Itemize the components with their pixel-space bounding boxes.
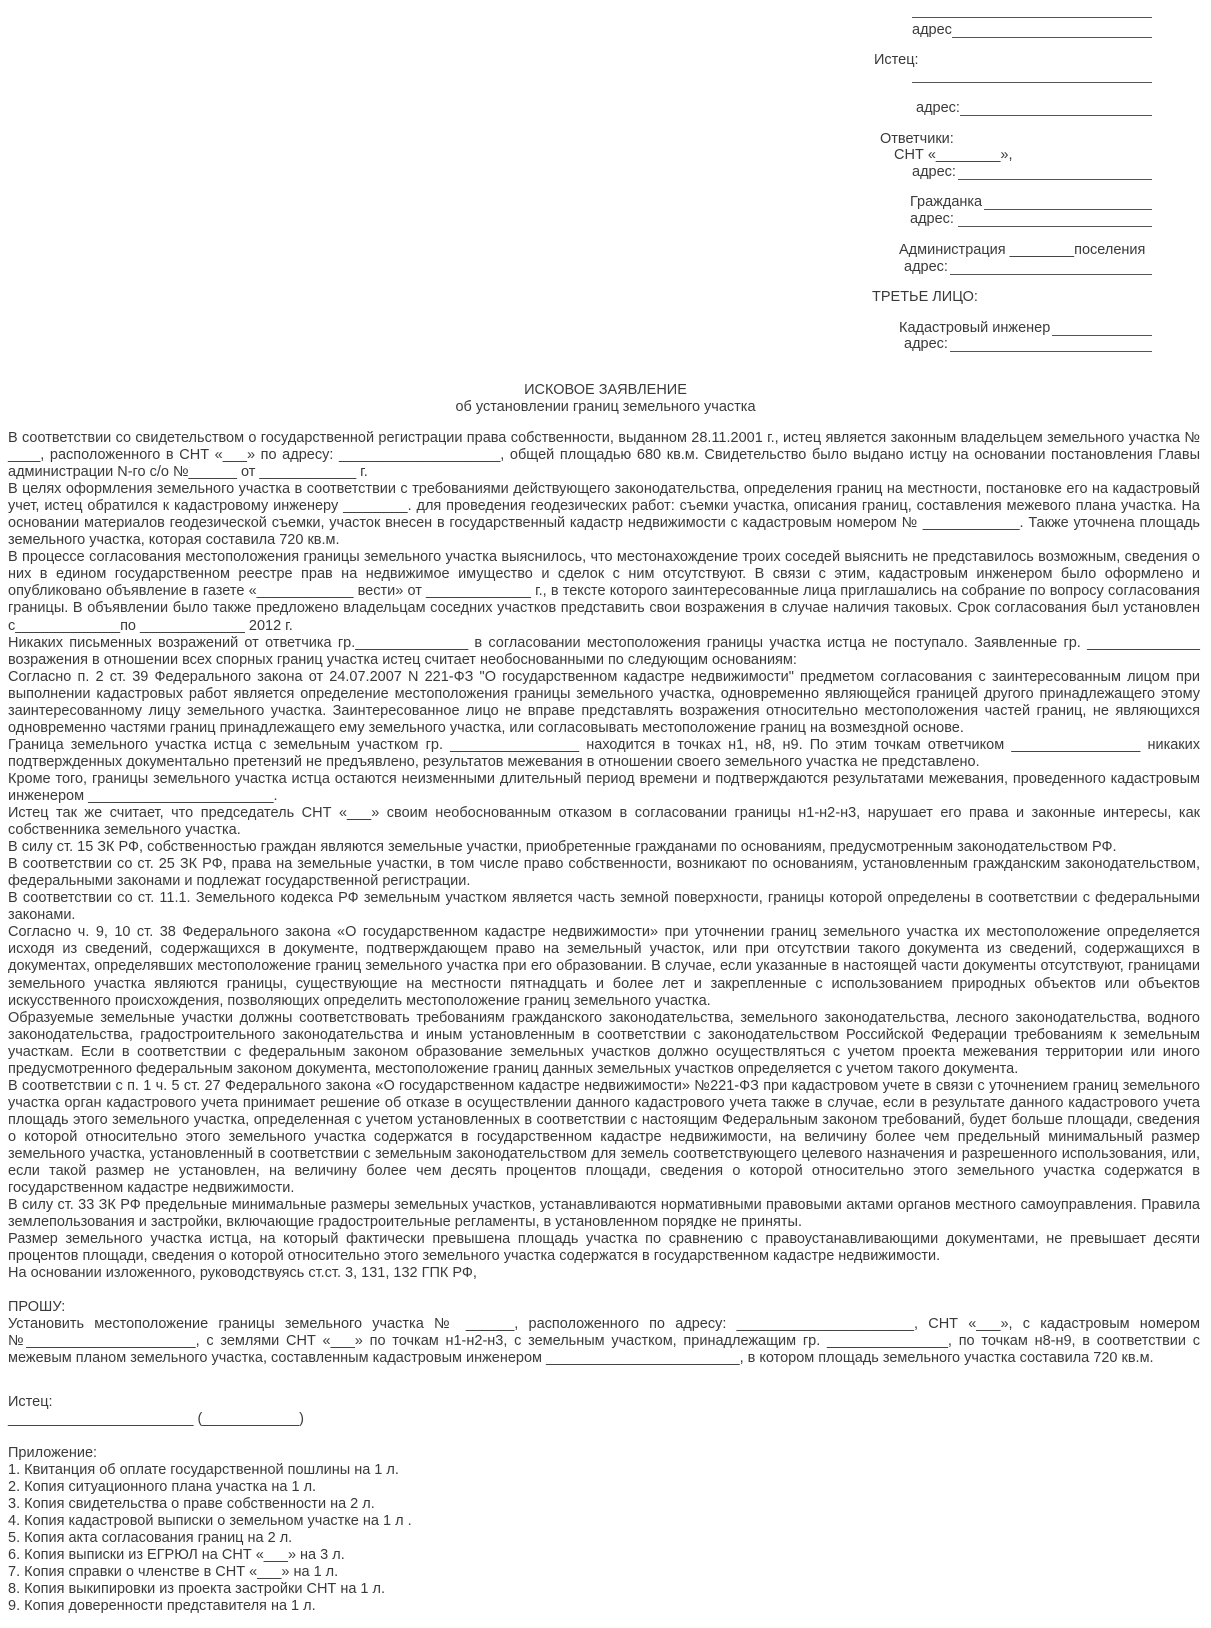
spacer — [8, 1368, 1200, 1394]
request-heading: ПРОШУ: — [8, 1299, 66, 1316]
document-body — [8, 430, 1200, 1615]
paragraph: Размер земельного участка истца, на который фактически превышена площадь участка по сравнению с правоустанавливающими документами, не превышает десяти процентов площади, сведения о которой относительно этого земельного участка содержатся в государственном кадастре недвижимости. — [8, 1231, 1200, 1265]
document-title — [0, 382, 1211, 416]
engineer-label: Кадастровый инженер — [899, 320, 1051, 336]
paragraph: Граница земельного участка истца с земельным участком гр. ________________ находится в точках н1, н8, н9. По этим точкам ответчиком ________________ никаких подтвержденных документально претензий не предъявлено, результатов межевания в отношении своего земельного участка не представлено. — [8, 736, 1200, 770]
paragraph: Согласно ч. 9, 10 ст. 38 Федерального закона «О государственном кадастре недвижимости» при уточнении границ земельного участка их местоположение определяется исходя из сведений, содержащихся в документе, подтверждающем право на земельный участок, или при отсутствии такого документа из сведений, содержащихся в документах, определявших местоположение границ земельного участка при его образовании. В случае, если указанные в настоящей части документы отсутствуют, границами земельного участка являются границы, существующие на местности пятнадцать и более лет и закрепленные с использованием природных объектов или объектов искусственного происхождения, позволяющих определить местоположение границ земельного участка. — [8, 924, 1200, 1009]
snt-label: СНТ «________», — [894, 147, 1013, 163]
blank-line — [950, 351, 1152, 352]
blank-line — [952, 37, 1152, 38]
attachment-item: 3. Копия свидетельства о праве собственности на 2 л. — [8, 1495, 375, 1512]
court-address-label: адрес — [912, 22, 952, 38]
citizen-label: Гражданка — [910, 194, 983, 210]
attachment-item: 4. Копия кадастровой выписки о земельном участке на 1 л . — [8, 1512, 412, 1529]
paragraph: Согласно п. 2 ст. 39 Федерального закона от 24.07.2007 N 221-ФЗ "О государственном кадастре недвижимости" предметом согласования с заинтересованным лицом при выполнении кадастровых работ является определение местоположения границы земельного участка, одновременно являющейся границей другого принадлежащего этому заинтересованному лицу земельного участка. Заинтересованное лицо не вправе представлять возражения относительно местоположения частей границ, не являющихся одновременно частями границ принадлежащего ему земельного участка, или согласовывать местоположение границ на возмездной основе. — [8, 668, 1200, 736]
signature-label: Истец: — [8, 1393, 53, 1410]
plaintiff-label: Истец: — [874, 52, 919, 68]
paragraph: На основании изложенного, руководствуясь ст.ст. 3, 131, 132 ГПК РФ, — [8, 1265, 477, 1282]
paragraph: В силу ст. 33 ЗК РФ предельные минимальные размеры земельных участков, устанавливаются нормативными правовыми актами органов местного самоуправления. Правила землепользования и застройки, включающие градостроительные регламенты, в установленном порядке не приняты. — [8, 1197, 1200, 1231]
title-main: ИСКОВОЕ ЗАЯВЛЕНИЕ — [524, 382, 687, 398]
blank-line — [958, 226, 1152, 227]
spacer — [8, 1282, 1200, 1299]
blank-line — [1052, 335, 1152, 336]
attachment-item: 9. Копия доверенности представителя на 1 л. — [8, 1598, 316, 1615]
administration-label: Администрация ________поселения — [899, 242, 1146, 258]
plaintiff-address-label: адрес: — [916, 100, 960, 116]
blank-line — [958, 179, 1152, 180]
defendants-label: Ответчики: — [880, 131, 954, 147]
request-text: Установить местоположение границы земельного участка № ______, расположенного по адресу: ______________________, СНТ «___», с кадастровым номером №_____________________, с землями СНТ «___» по точкам н1-н2-н3, с земельным участком, принадлежащим гр. _______________, по точкам н8-н9, в соответствии с межевым планом земельного участка, составленным кадастровым инженером ________________________, в котором площадь земельного участка составила 720 кв.м. — [8, 1316, 1200, 1367]
paragraph: Кроме того, границы земельного участка истца остаются неизменными длительный период времени и подтверждаются результатами межевания, проведенного кадастровым инженером _______________________. — [8, 770, 1200, 804]
paragraph: В соответствии со ст. 25 ЗК РФ, права на земельные участки, в том числе право собственности, возникают по основаниям, установленным гражданским законодательством, федеральными законами и подлежат государственной регистрации. — [8, 856, 1200, 890]
third-party-label: ТРЕТЬЕ ЛИЦО: — [872, 289, 978, 305]
signature-line: _______________________ (____________) — [8, 1410, 304, 1427]
attachment-item: 2. Копия ситуационного плана участка на 1 л. — [8, 1478, 317, 1495]
citizen-address-label: адрес: — [910, 211, 954, 227]
snt-address-label: адрес: — [912, 164, 956, 180]
blank-line — [984, 209, 1152, 210]
attachment-item: 6. Копия выписки из ЕГРЮЛ на СНТ «___» на 3 л. — [8, 1546, 345, 1563]
blank-line — [950, 274, 1152, 275]
paragraph: Истец так же считает, что председатель СНТ «___» своим необоснованным отказом в согласовании границы н1-н2-н3, нарушает его права и законные интересы, как собственника земельного участка. — [8, 805, 1200, 839]
attachment-item: 7. Копия справки о членстве в СНТ «___» на 1 л. — [8, 1563, 339, 1580]
administration-address-label: адрес: — [904, 259, 948, 275]
paragraph: В силу ст. 15 ЗК РФ, собственностью граждан являются земельные участки, приобретенные гражданами по основаниям, предусмотренным законодательством РФ. — [8, 839, 1117, 856]
paragraph: Образуемые земельные участки должны соответствовать требованиям гражданского законодательства, земельного законодательства, лесного законодательства, водного законодательства, градостроительного законодательства и иным установленным в соответствии с законодательством Российской Федерации требованиям к земельным участкам. Если в соответствии с федеральным законом образование земельных участков должно осуществляться с учетом проекта межевания территории или иного предусмотренного федеральным законом документа, местоположение границ данных земельных участков определяется с учетом такого документа. — [8, 1009, 1200, 1077]
attachments-heading: Приложение: — [8, 1444, 98, 1461]
spacer — [8, 1428, 1200, 1445]
paragraph: В процессе согласования местоположения границы земельного участка выяснилось, что местонахождение троих соседей выяснить не представилось возможным, сведения о них в едином государственном реестре прав на недвижимое имущество и сделок с ним отсутствуют. В связи с этим, кадастровым инженером было оформлено и опубликовано объявление в газете «____________ вести» от _____________ г., в тексте которого заинтересованные лица приглашались на собрание по вопросу согласования границы. В объявлении было также предложено владельцам соседних участков представить свои возражения в случае наличия таковых. Срок согласования был установлен с_____________по _____________ 2012 г. — [8, 549, 1200, 634]
paragraph: В соответствии со свидетельством о государственной регистрации права собственности, выданном 28.11.2001 г., истец является законным владельцем земельного участка № ____, расположенного в СНТ «___» по адресу: ____________________, общей площадью 680 кв.м. Свидетельство было выдано истцу на основании постановления Главы администрации N-го с/о №______ от ____________ г. — [8, 430, 1200, 481]
blank-line — [912, 82, 1152, 83]
paragraph: В соответствии с п. 1 ч. 5 ст. 27 Федерального закона «О государственном кадастре недвижимости» №221-ФЗ при кадастровом учете в связи с уточнением границ земельного участка орган кадастрового учета принимает решение об отказе в осуществлении данного кадастрового учета также в случае, если в результате данного кадастрового учета площадь этого земельного участка, определенная с учетом установленных в соответствии с настоящим Федеральным законом требований, будет больше площади, сведения о которой относительно этого земельного участка содержатся в государственном кадастре недвижимости, на величину более чем предельный минимальный размер земельного участка, установленный в соответствии с земельным законодательством для земель соответствующего целевого назначения и разрешенного использования, или, если такой размер не установлен, на величину более чем десять процентов площади, сведения о которой относительно этого земельного участка содержатся в государственном кадастре недвижимости. — [8, 1077, 1200, 1197]
title-sub: об установлении границ земельного участка — [455, 399, 756, 415]
blank-line — [960, 115, 1152, 116]
engineer-address-label: адрес: — [904, 336, 948, 352]
attachment-item: 5. Копия акта согласования границ на 2 л. — [8, 1529, 293, 1546]
paragraph: В целях оформления земельного участка в соответствии с требованиями действующего законодательства, определения границ на местности, постановке его на кадастровый учет, истец обратился к кадастровому инженеру ________. для проведения геодезических работ: съемки участка, описания границ, составления межевого плана участка. На основании материалов геодезической съемки, участок внесен в государственный кадастр недвижимости с кадастровым номером № ____________. Также уточнена площадь земельного участка, которая составила 720 кв.м. — [8, 481, 1200, 549]
paragraph: В соответствии со ст. 11.1. Земельного кодекса РФ земельным участком является часть земной поверхности, границы которой определены в соответствии с федеральными законами. — [8, 890, 1200, 924]
paragraph: Никаких письменных возражений от ответчика гр.______________ в согласовании местоположения границы участка истца не поступало. Заявленные гр. ______________ возражения в отношении всех спорных границ участка истец считает необоснованными по следующим основаниям: — [8, 634, 1200, 668]
blank-line — [912, 17, 1152, 18]
attachment-item: 1. Квитанция об оплате государственной пошлины на 1 л. — [8, 1461, 399, 1478]
attachment-item: 8. Копия выкипировки из проекта застройки СНТ на 1 л. — [8, 1581, 385, 1597]
